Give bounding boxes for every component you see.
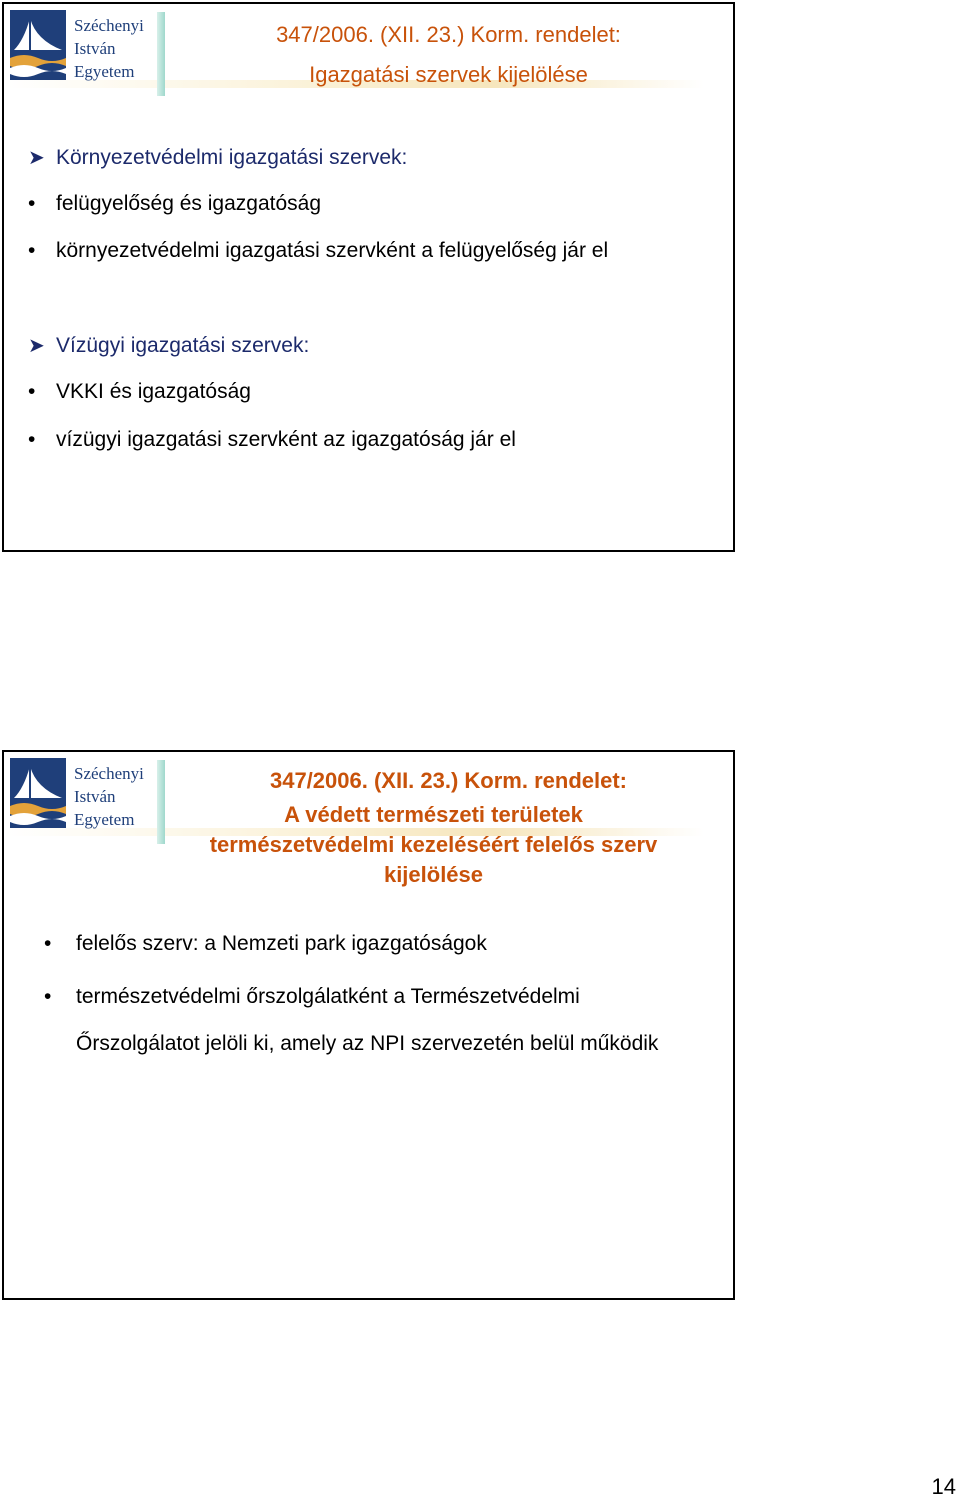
logo-line-3: Egyetem [74,810,135,829]
university-logo [10,10,170,94]
list-item: • felügyelőség és igazgatóság [28,190,321,218]
slide-2-title-line-4: kijelölése [383,862,484,887]
slide-2-title-line-2: A védett természeti területek [284,802,583,827]
bullet-icon: • [28,428,36,451]
list-item: • környezetvédelmi igazgatási szervként a felügyelőség jár el [28,237,608,265]
bullet-icon: • [44,985,52,1008]
arrow-bullet-icon: ➤ [28,335,45,357]
bullet-icon: • [28,239,36,262]
slide-1 [2,2,735,552]
slide-2-title-line-3: természetvédelmi kezeléséért felelős szerv [209,832,658,857]
slide-1-title-line-2: Igazgatási szervek kijelölése [309,62,588,87]
bullet-icon: • [44,932,52,955]
page-number: 14 [931,1474,956,1499]
arrow-bullet-icon: ➤ [28,147,45,169]
logo-line-3: Egyetem [74,62,135,81]
logo-mark-icon [10,10,66,80]
list-item: • természetvédelmi őrszolgálatként a Természetvédelmi Őrszolgálatot jelöli ki, amely az NPI szervezetén belül működik [44,973,696,1067]
logo-text [74,14,144,83]
bullet-icon: • [28,192,36,215]
logo-line-2: István [74,39,116,58]
list-item: • VKKI és igazgatóság [28,378,251,406]
slide-1-title-line-1: 347/2006. (XII. 23.) Korm. rendelet: [276,22,621,47]
logo-line-2: István [74,787,116,806]
section-heading: ➤ Környezetvédelmi igazgatási szervek: [28,144,407,172]
bullet-icon: • [28,380,36,403]
logo-line-1: Széchenyi [74,16,144,35]
list-item: • felelős szerv: a Nemzeti park igazgatóságok [44,920,696,967]
section-heading: ➤ Vízügyi igazgatási szervek: [28,332,309,360]
slide-2-title-line-1: 347/2006. (XII. 23.) Korm. rendelet: [269,768,628,793]
logo-line-1: Széchenyi [74,764,144,783]
slide-2 [2,750,735,1300]
list-item: • vízügyi igazgatási szervként az igazgatóság jár el [28,426,516,454]
